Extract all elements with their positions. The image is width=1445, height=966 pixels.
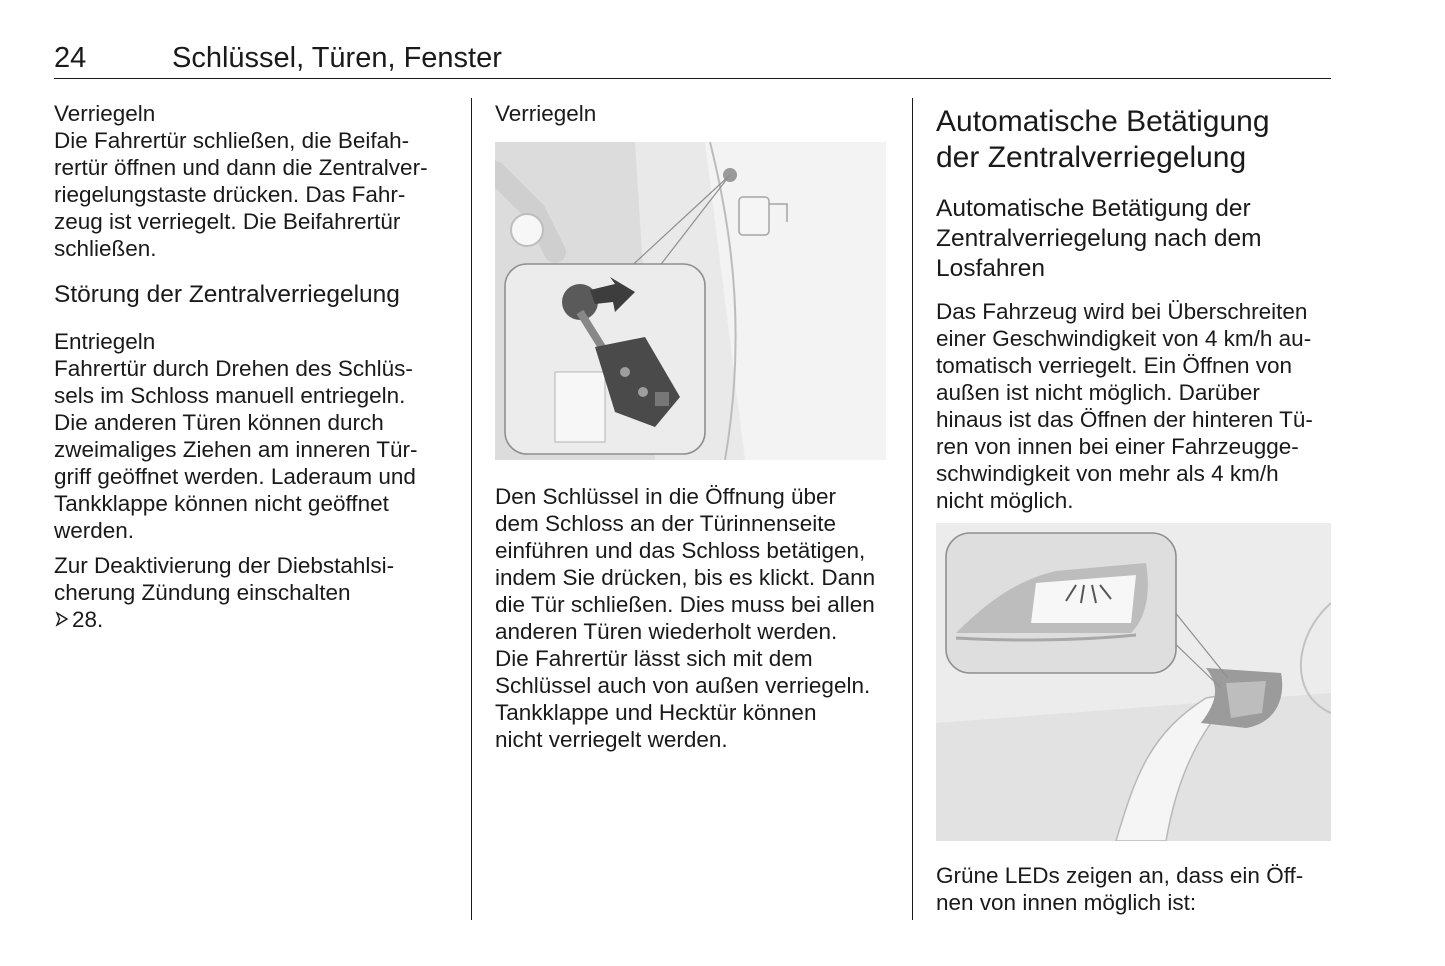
column-divider-2	[912, 98, 913, 920]
page-number: 24	[54, 42, 87, 74]
fault-heading: Störung der Zentralverriegelung	[54, 281, 400, 308]
page-header	[54, 38, 1331, 79]
auto-lock-main-heading: Automatische Betätigung der Zentralverriegelung	[936, 105, 1270, 174]
auto-lock-paragraph: Das Fahrzeug wird bei Überschreiten einer Geschwindigkeit von 4 km/h au- tomatisch verriegelt. Ein Öffnen von außen ist nicht möglich. Darüber hinaus ist das Öffnen der hinteren Tü- ren von innen bei einer Fahrzeugge- schwindigkeit von mehr als 4 km/h nicht möglich.	[936, 299, 1313, 513]
key-lock-paragraph: Den Schlüssel in die Öffnung über dem Schloss an der Türinnenseite einführen und das Schloss betätigen, indem Sie drücken, bis es klickt. Dann die Tür schließen. Dies muss bei allen anderen Türen wiederholt werden. Die Fahrertür lässt sich mit dem Schlüssel auch von außen verriegeln. Tankklappe und Hecktür können nicht verriegelt werden.	[495, 484, 876, 752]
lock-paragraph: Die Fahrertür schließen, die Beifah- rertür öffnen und dann die Zentralver- riegelungstaste drücken. Das Fahr- zeug ist verriegelt. Die Beifahrertür schließen.	[54, 128, 428, 261]
column-divider-1	[471, 98, 472, 920]
auto-lock-sub-heading: Automatische Betätigung der Zentralverriegelung nach dem Losfahren	[936, 195, 1262, 282]
door-lock-key-illustration	[495, 142, 886, 460]
led-paragraph: Grüne LEDs zeigen an, dass ein Öff- nen von innen möglich ist:	[936, 863, 1304, 915]
chapter-title: Schlüssel, Türen, Fenster	[172, 42, 502, 74]
column-2	[495, 100, 895, 127]
theft-paragraph: Zur Deaktivierung der Diebstahlsi- cherung Zündung einschalten	[54, 553, 395, 605]
column-2-text	[495, 483, 895, 753]
interior-door-handle-led-illustration	[936, 523, 1331, 841]
reference-page: 28.	[72, 607, 104, 632]
unlock-paragraph: Fahrertür durch Drehen des Schlüs- sels im Schloss manuell entriegeln. Die anderen Türen können durch zweimaliges Ziehen am inneren Tür- griff geöffnet werden. Laderaum und Tankklappe können nicht geöffnet werden.	[54, 356, 418, 543]
unlock-heading: Entriegeln	[54, 329, 156, 354]
column-3-led-text	[936, 862, 1336, 916]
reference-arrow-icon	[54, 606, 72, 633]
lock-heading: Verriegeln	[54, 101, 156, 126]
column-1	[54, 100, 454, 633]
page-reference[interactable]	[54, 606, 454, 633]
lock-heading-2: Verriegeln	[495, 101, 597, 126]
column-3	[936, 104, 1336, 514]
